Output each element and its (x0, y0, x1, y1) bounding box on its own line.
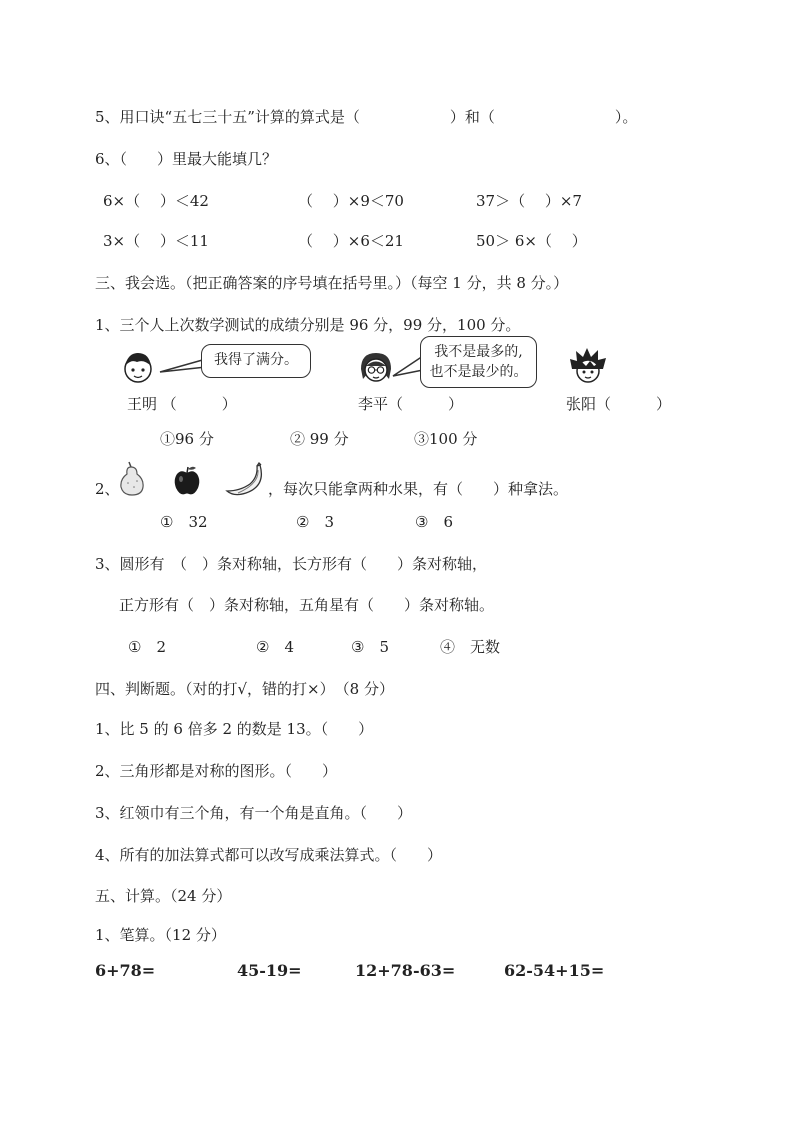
bubble-2-line-1: 我不是最多的, (434, 344, 523, 360)
calc-4: 62-54+15= (504, 961, 605, 980)
boy-face-icon (120, 350, 156, 386)
person-wang-ming: 王明 （ ） (127, 395, 237, 413)
s3-q1-option-1: ①96 分 (160, 430, 214, 448)
banana-icon (224, 462, 266, 498)
speech-bubble-1: 我得了满分。 (201, 344, 311, 378)
calc-1: 6+78= (95, 961, 156, 980)
section-5-title: 五、计算。（24 分） (95, 887, 232, 905)
s3-q2-option-2: ② 3 (296, 513, 334, 531)
s3-q1-option-2: ② 99 分 (290, 430, 349, 448)
apple-icon (172, 465, 202, 497)
s3-q2-option-1: ① 32 (160, 513, 208, 531)
s3-q3-option-4: ④ 无数 (440, 638, 501, 656)
s4-item-3: 3、红领巾有三个角，有一个角是直角。（ ） (95, 804, 413, 822)
pear-icon (117, 461, 147, 497)
s3-q3-option-3: ③ 5 (351, 638, 389, 656)
section-3-title: 三、我会选。（把正确答案的序号填在括号里。）（每空 1 分，共 8 分。） (95, 274, 569, 292)
section-4-title: 四、判断题。（对的打√，错的打×） （8 分） (95, 680, 394, 698)
s4-item-2: 2、三角形都是对称的图形。（ ） (95, 762, 338, 780)
s5-subtitle-1: 1、笔算。（12 分） (95, 926, 226, 944)
speech-bubble-2 (420, 336, 537, 388)
s3-q1-option-3: ③100 分 (414, 430, 478, 448)
s3-q3-option-1: ① 2 (128, 638, 166, 656)
s3-question-1: 1、三个人上次数学测试的成绩分别是 96 分，99 分，100 分。 (95, 316, 521, 334)
s4-item-4: 4、所有的加法算式都可以改写成乘法算式。（ ） (95, 846, 443, 864)
s3-q2-label: 2、 (95, 480, 120, 498)
person-zhang-yang: 张阳（ ） (566, 395, 672, 413)
calc-2: 45-19= (237, 961, 302, 980)
q6-row2-item3: 50＞ 6×（ ） (476, 232, 587, 250)
q6-row1-item2: （ ）×9＜70 (298, 192, 404, 210)
s3-q3-option-2: ② 4 (256, 638, 294, 656)
question-5: 5、用口诀“五七三十五”计算的算式是（ ）和（ ）。 (95, 108, 638, 126)
girl-face-icon (357, 349, 395, 387)
q6-row2-item1: 3×（ ）＜11 (103, 232, 209, 250)
s3-q3-line-1: 3、圆形有 （ ）条对称轴，长方形有（ ）条对称轴， (95, 555, 488, 573)
bubble-2-line-2: 也不是最少的。 (429, 364, 528, 380)
q6-row1-item1: 6×（ ）＜42 (103, 192, 209, 210)
q6-row1-item3: 37＞（ ）×7 (476, 192, 582, 210)
person-li-ping: 李平（ ） (358, 395, 464, 413)
spiky-hair-face-icon (568, 347, 608, 387)
question-6-title: 6、（ ）里最大能填几？ (95, 150, 278, 168)
s3-q2-option-3: ③ 6 (415, 513, 453, 531)
q6-row2-item2: （ ）×6＜21 (298, 232, 404, 250)
s3-q2-text: ，每次只能拿两种水果，有（ ）种拿法。 (268, 480, 569, 498)
s4-item-1: 1、比 5 的 6 倍多 2 的数是 13。（ ） (95, 720, 374, 738)
calc-3: 12+78-63= (355, 961, 456, 980)
s3-q3-line-2: 正方形有（ ）条对称轴，五角星有（ ）条对称轴。 (119, 596, 495, 614)
